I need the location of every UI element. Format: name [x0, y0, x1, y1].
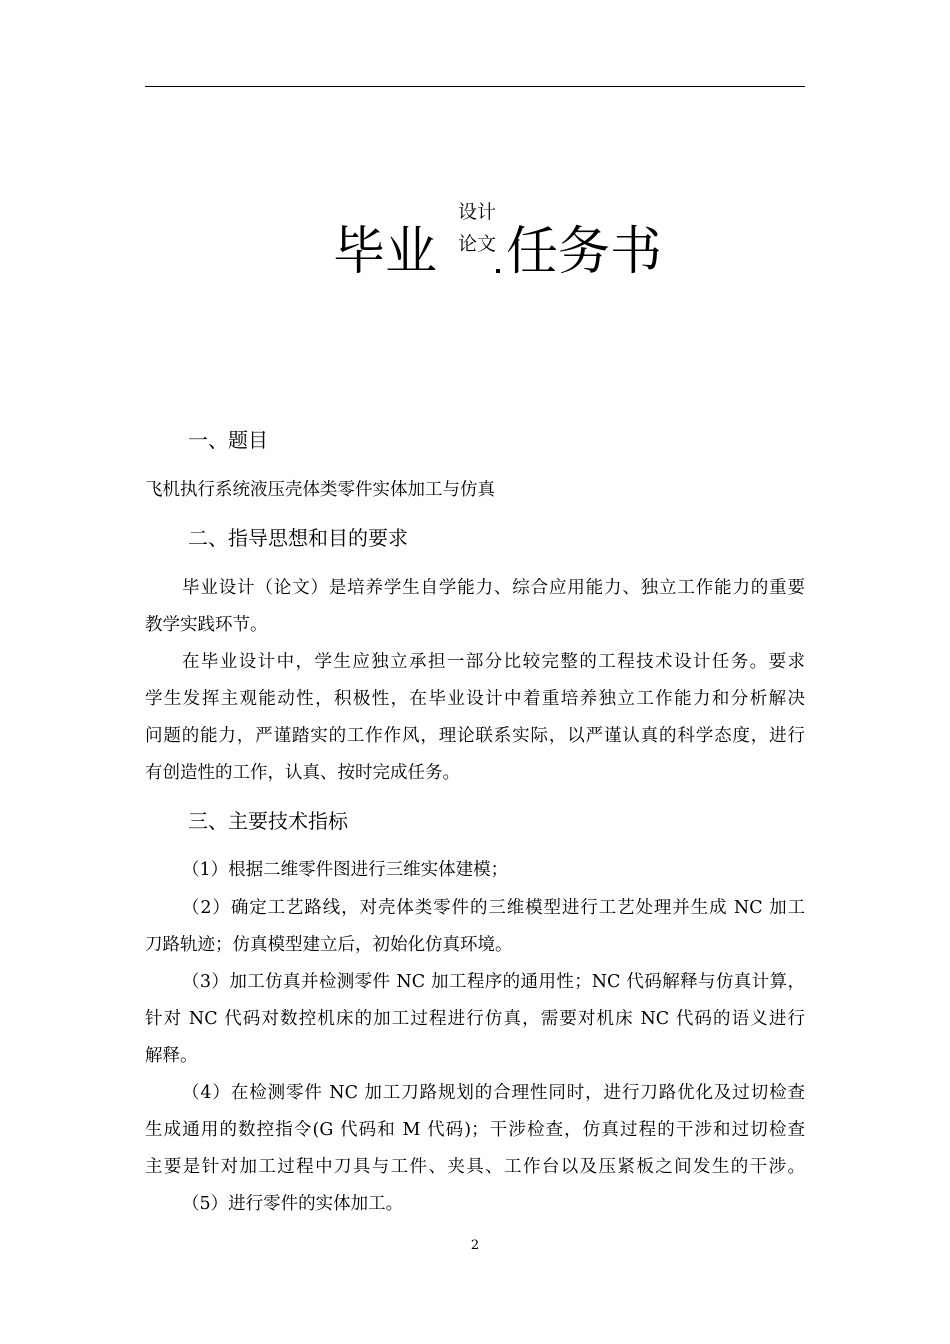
paragraph-line: 主要是针对加工过程中刀具与工件、夹具、工作台以及压紧板之间发生的干涉。: [145, 1157, 805, 1177]
paragraph-line: 问题的能力，严谨踏实的工作作风，理论联系实际，以严谨认真的科学态度，进行: [145, 726, 805, 746]
paragraph-line: 解释。: [145, 1046, 198, 1066]
paragraph-line: （2）确定工艺路线，对壳体类零件的三维模型进行工艺处理并生成 NC 加工: [182, 898, 805, 918]
paragraph-line: 针对 NC 代码对数控机床的加工过程进行仿真，需要对机床 NC 代码的语义进行: [145, 1009, 805, 1029]
paragraph-line: 刀路轨迹；仿真模型建立后，初始化仿真环境。: [145, 935, 513, 955]
page-number: 2: [470, 1238, 480, 1253]
paragraph-line: 生成通用的数控指令(G 代码和 M 代码)；干涉检查，仿真过程的干涉和过切检查: [145, 1120, 805, 1140]
title-stack-top: 设计: [458, 201, 497, 223]
paragraph-line: 毕业设计（论文）是培养学生自学能力、综合应用能力、独立工作能力的重要: [182, 578, 805, 598]
paragraph-line: （5）进行零件的实体加工。: [182, 1194, 404, 1214]
title-dot: [496, 269, 500, 273]
paragraph-line: （1）根据二维零件图进行三维实体建模；: [182, 860, 509, 880]
paragraph-line: 在毕业设计中，学生应独立承担一部分比较完整的工程技术设计任务。要求: [182, 652, 805, 672]
title-left: 毕业: [333, 222, 438, 282]
topic-text: 飞机执行系统液压壳体类零件实体加工与仿真: [145, 480, 495, 500]
section-heading-specs: 三、主要技术指标: [188, 809, 348, 833]
section-heading-topic: 一、题目: [188, 428, 268, 452]
title-right: 任务书: [506, 222, 663, 282]
paragraph-line: 有创造性的工作，认真、按时完成任务。: [145, 763, 460, 783]
title-stack-bottom: 论文: [458, 233, 497, 255]
paragraph-line: （3）加工仿真并检测零件 NC 加工程序的通用性；NC 代码解释与仿真计算，: [182, 972, 805, 992]
header-rule: [145, 86, 805, 87]
paragraph-line: （4）在检测零件 NC 加工刀路规划的合理性同时，进行刀路优化及过切检查: [182, 1083, 805, 1103]
paragraph-line: 学生发挥主观能动性，积极性，在毕业设计中着重培养独立工作能力和分析解决: [145, 689, 805, 709]
paragraph-line: 教学实践环节。: [145, 615, 268, 635]
section-heading-guidance: 二、指导思想和目的要求: [188, 526, 408, 550]
